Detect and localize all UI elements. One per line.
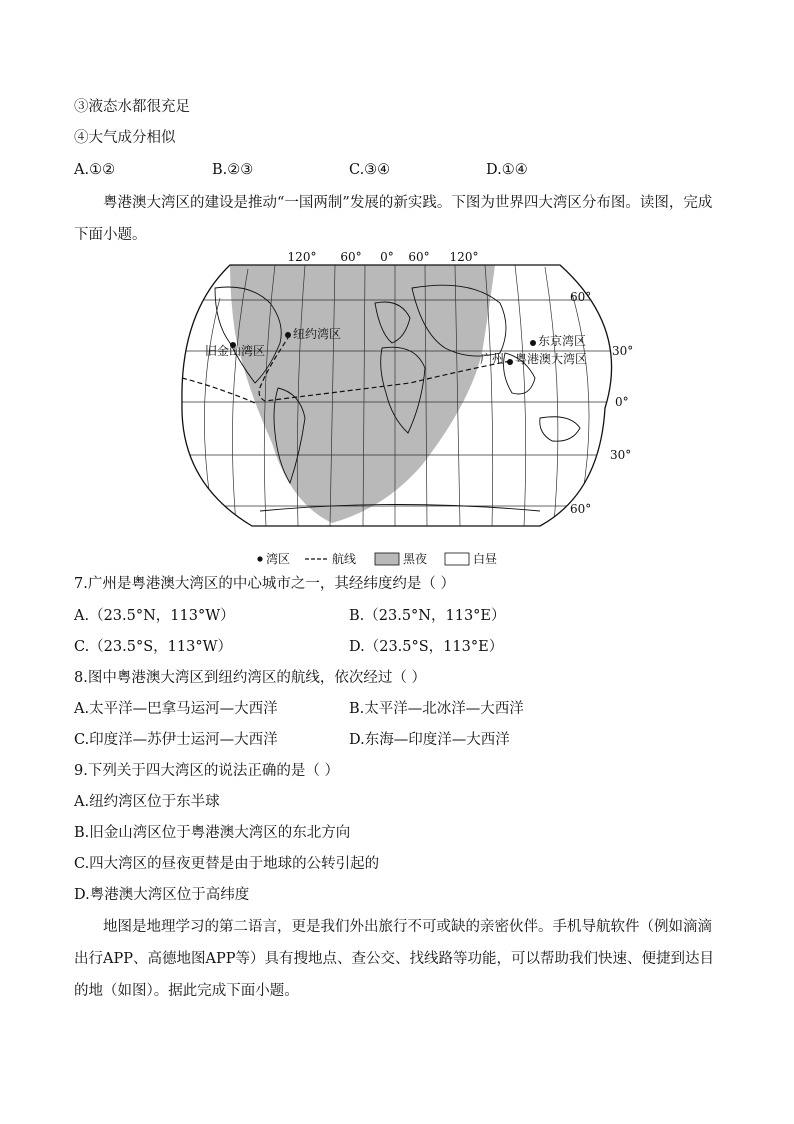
newyork-bay-label: 纽约湾区 — [293, 327, 342, 341]
world-bay-area-map — [160, 243, 634, 568]
q8-option-b: B.太平洋—北冰洋—大西洋 — [349, 701, 524, 717]
q7-option-c: C.（23.5°S，113°W） — [74, 639, 232, 655]
tokyo-bay-marker — [530, 340, 536, 346]
choice-a: A.①② — [74, 162, 116, 178]
q7-option-d: D.（23.5°S，113°E） — [349, 639, 504, 655]
choice-b: B.②③ — [212, 162, 254, 178]
q7-option-b: B.（23.5°N，113°E） — [349, 608, 506, 624]
q7-option-a: A.（23.5°N，113°W） — [74, 608, 235, 624]
legend-night-label: 黑夜 — [403, 552, 428, 566]
map-legend — [257, 551, 497, 566]
intro-text: 粤港澳大湾区的建设是推动“一国两制”发展的新实践。下图为世界四大湾区分布图。读图，完成下面小题。 — [74, 195, 713, 243]
longitude-label: 60° — [340, 250, 362, 264]
question-7-stem: 7.广州是粤港澳大湾区的中心城市之一，其经纬度约是（ ） — [74, 576, 455, 592]
q9-option-d: D.粤港澳大湾区位于高纬度 — [74, 887, 250, 903]
gba-marker — [507, 359, 513, 365]
q8-option-a: A.太平洋—巴拿马运河—大西洋 — [74, 701, 278, 717]
outro-text: 地图是地理学习的第二语言，更是我们外出旅行不可或缺的亲密伙伴。手机导航软件（例如滴滴出行APP、高德地图APP等）具有搜地点、查公交、找线路等功能，可以帮助我们快速、便捷到达目的地（如图）。据此完成下面小题。 — [74, 919, 714, 999]
tokyo-bay-label: 东京湾区 — [538, 334, 587, 348]
option-item-4: ④大气成分相似 — [74, 130, 176, 146]
longitude-label: 120° — [449, 250, 479, 264]
latitude-label: 0° — [615, 395, 629, 409]
option-item-3: ③液态水都很充足 — [74, 99, 190, 115]
gba-label: 粤港澳大湾区 — [515, 352, 588, 366]
legend-day-symbol — [445, 553, 469, 565]
latitude-label: 30° — [610, 448, 632, 462]
legend-bay-label: 湾区 — [266, 552, 291, 566]
q9-option-c: C.四大湾区的昼夜更替是由于地球的公转引起的 — [74, 856, 380, 872]
question-8-stem: 8.图中粤港澳大湾区到纽约湾区的航线，依次经过（ ） — [74, 670, 426, 686]
choice-c: C.③④ — [349, 162, 391, 178]
intro-paragraph — [74, 187, 724, 251]
legend-day-label: 白昼 — [473, 552, 498, 566]
latitude-label: 60° — [570, 290, 592, 304]
outro-paragraph — [74, 911, 724, 1007]
q9-option-a: A.纽约湾区位于东半球 — [74, 794, 220, 810]
legend-bay-symbol — [257, 556, 262, 561]
q9-option-b: B.旧金山湾区位于粤港澳大湾区的东北方向 — [74, 825, 351, 841]
longitude-label: 60° — [408, 250, 430, 264]
legend-route-label: 航线 — [332, 552, 357, 566]
q8-option-c: C.印度洋—苏伊士运河—大西洋 — [74, 732, 278, 748]
guangzhou-label: 广州 — [480, 352, 505, 366]
newyork-bay-marker — [285, 332, 291, 338]
q8-option-d: D.东海—印度洋—大西洋 — [349, 732, 510, 748]
latitude-label: 60° — [570, 502, 592, 516]
legend-night-symbol — [375, 553, 399, 565]
longitude-label: 0° — [380, 250, 394, 264]
longitude-label: 120° — [287, 250, 317, 264]
sanfrancisco-bay-label: 旧金山湾区 — [205, 344, 266, 358]
choice-d: D.①④ — [486, 162, 528, 178]
question-9-stem: 9.下列关于四大湾区的说法正确的是（ ） — [74, 763, 339, 779]
latitude-label: 30° — [612, 344, 634, 358]
